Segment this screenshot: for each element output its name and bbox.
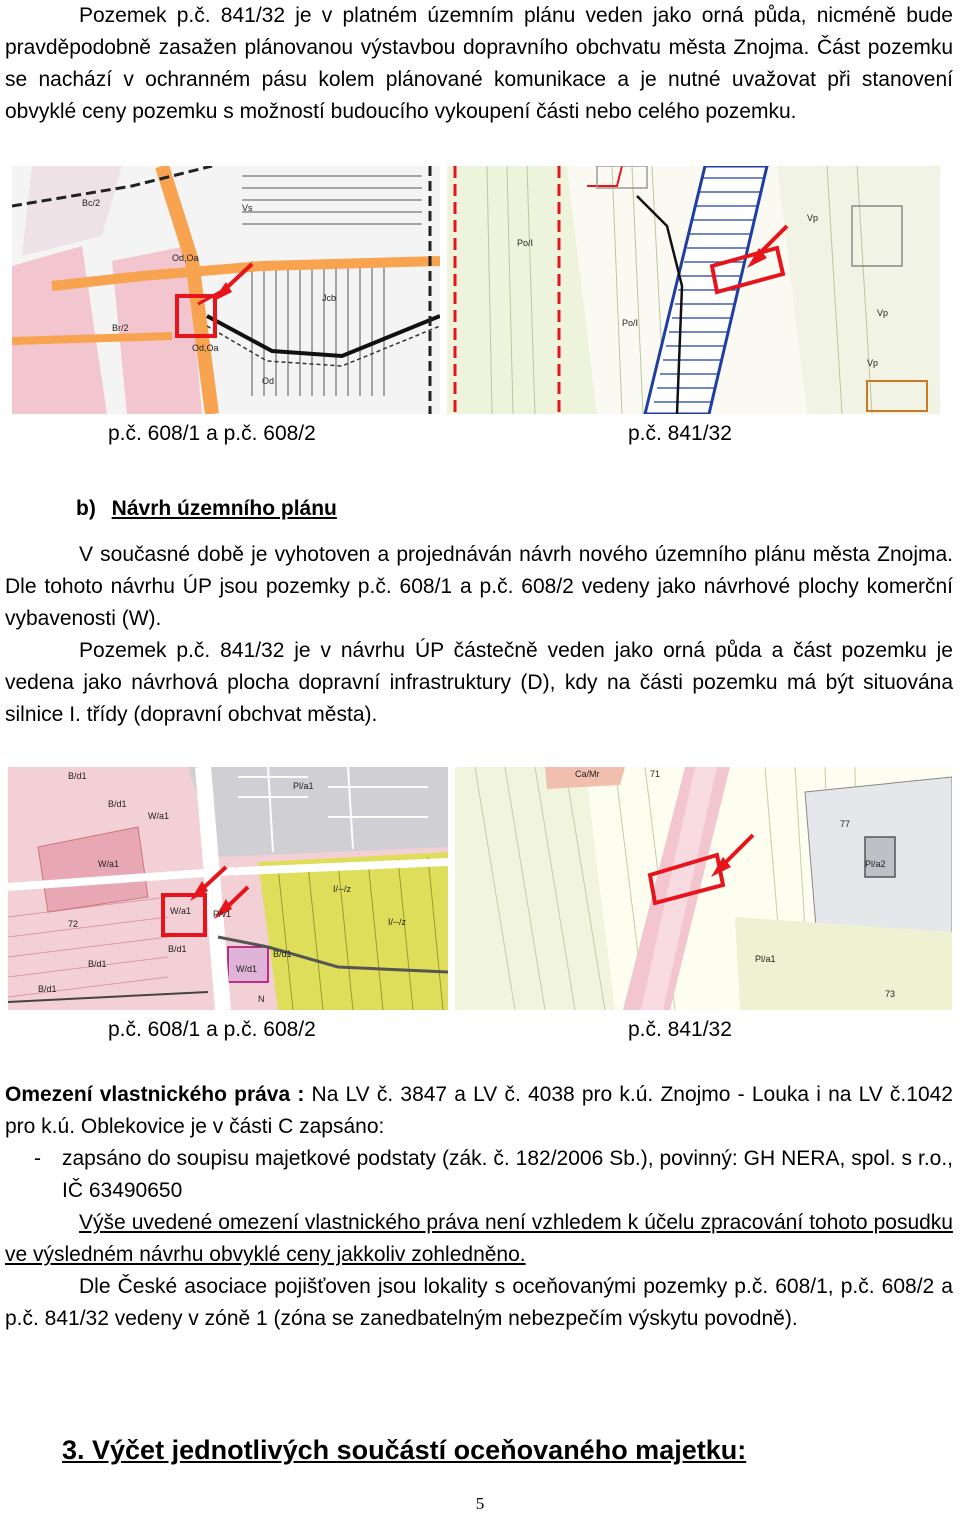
restriction-text: Na LV č. 3847 a LV č. 4038 pro k.ú. Znojmo - Louka i na LV č.1042 pro k.ú. Oblekovice je v části C zapsáno: xyxy=(5,1083,953,1138)
section-heading xyxy=(76,494,337,524)
map-label: Br/2 xyxy=(112,323,129,333)
map-label: 72 xyxy=(68,919,79,929)
map-label: B/d1 xyxy=(168,944,187,954)
map-label: B/d1 xyxy=(68,771,87,781)
map-label: Vp xyxy=(807,213,819,223)
map-label: Ca/Mr xyxy=(575,769,600,779)
map-label: Bc/2 xyxy=(82,198,101,208)
intro-paragraph: Pozemek p.č. 841/32 je v platném územním plánu veden jako orná půda, nicméně bude pravděpodobně zasažen plánovanou výstavbou dopravního obchvatu města Znojma. Část pozemku se nachází v ochranném pásu kolem plánované komunikace a je nutné uvažovat při stanovení obvyklé ceny pozemku s možností budoucího vykoupení části nebo celého pozemku. xyxy=(5,4,953,123)
list-item: zapsáno do soupisu majetkové podstaty (zák. č. 182/2006 Sb.), povinný: GH NERA, spol. s r.o., IČ 63490650 xyxy=(62,1147,953,1202)
map-label: B/d1 xyxy=(88,959,107,969)
map-draft-plan-608 xyxy=(8,767,448,1010)
map-label: Jcb xyxy=(322,293,337,303)
page-number: 5 xyxy=(475,1494,485,1513)
section-paragraph: V současné době je vyhotoven a projednáván návrh nového územního plánu města Znojma. Dle tohoto návrhu ÚP jsou pozemky p.č. 608/1 a p.č. 608/2 vedeny jako návrhové plochy komerční vybavenosti (W). xyxy=(5,543,953,630)
map-label: 71 xyxy=(650,769,661,779)
map-label: Pl/a2 xyxy=(865,859,886,869)
map-label: Vp xyxy=(867,358,879,368)
map-caption: p.č. 841/32 xyxy=(628,1018,732,1041)
map-label: Od,Oa xyxy=(172,253,199,263)
map-label: Pl/a1 xyxy=(755,954,776,964)
map-label: W/a1 xyxy=(98,859,120,869)
map-draft-plan-841 xyxy=(455,767,952,1010)
map-label: I/--/z xyxy=(388,917,406,927)
map-label: Vs xyxy=(242,203,253,213)
map-label: B/d1 xyxy=(273,949,292,959)
map-label: 77 xyxy=(840,819,851,829)
map-current-plan-608 xyxy=(12,166,440,414)
section-paragraph: Pozemek p.č. 841/32 je v návrhu ÚP částečně veden jako orná půda a část pozemku je vedena jako návrhová plocha dopravní infrastruktury (D), kdy na části pozemku má být situována silnice I. třídy (dopravní obchvat města). xyxy=(5,639,953,726)
map-caption: p.č. 841/32 xyxy=(628,422,732,445)
map-label: Po/I xyxy=(517,238,534,248)
map-label: 73 xyxy=(885,989,896,999)
map-label: Po/I xyxy=(622,318,639,328)
map-label: I/--/z xyxy=(333,884,351,894)
map-caption: p.č. 608/1 a p.č. 608/2 xyxy=(108,422,316,445)
list-bullet: - xyxy=(34,1147,41,1170)
restriction-label: Omezení vlastnického práva : xyxy=(5,1083,305,1106)
map-label: B/d1 xyxy=(38,984,57,994)
section-title: Návrh územního plánu xyxy=(111,497,337,520)
section-prefix: b) xyxy=(76,497,96,520)
restriction-paragraph xyxy=(5,1079,953,1143)
map-label: Od,Oa xyxy=(192,343,219,353)
map-label: W/a1 xyxy=(148,811,170,821)
map-label: N xyxy=(258,994,265,1004)
map-current-plan-841 xyxy=(447,166,940,414)
map-label: Od xyxy=(262,376,275,386)
map-label: Pl/a1 xyxy=(293,781,314,791)
map-label: B/d1 xyxy=(108,799,127,809)
chapter-heading: 3. Výčet jednotlivých součástí oceňovaného majetku: xyxy=(62,1435,747,1465)
restriction-note: Výše uvedené omezení vlastnického práva není vzhledem k účelu zpracování tohoto posudku ve výsledném návrhu obvyklé ceny jakkoliv zohledněno. xyxy=(5,1211,953,1266)
map-label: Vp xyxy=(877,308,889,318)
flood-paragraph: Dle České asociace pojišťoven jsou lokality s oceňovanými pozemky p.č. 608/1, p.č. 608/2 a p.č. 841/32 vedeny v zóně 1 (zóna se zanedbatelným nebezpečím výskytu povodně). xyxy=(5,1275,953,1330)
map-caption: p.č. 608/1 a p.č. 608/2 xyxy=(108,1018,316,1041)
map-label: W/d1 xyxy=(236,964,258,974)
map-label: P/v1 xyxy=(213,909,232,919)
map-label: W/a1 xyxy=(170,906,192,916)
